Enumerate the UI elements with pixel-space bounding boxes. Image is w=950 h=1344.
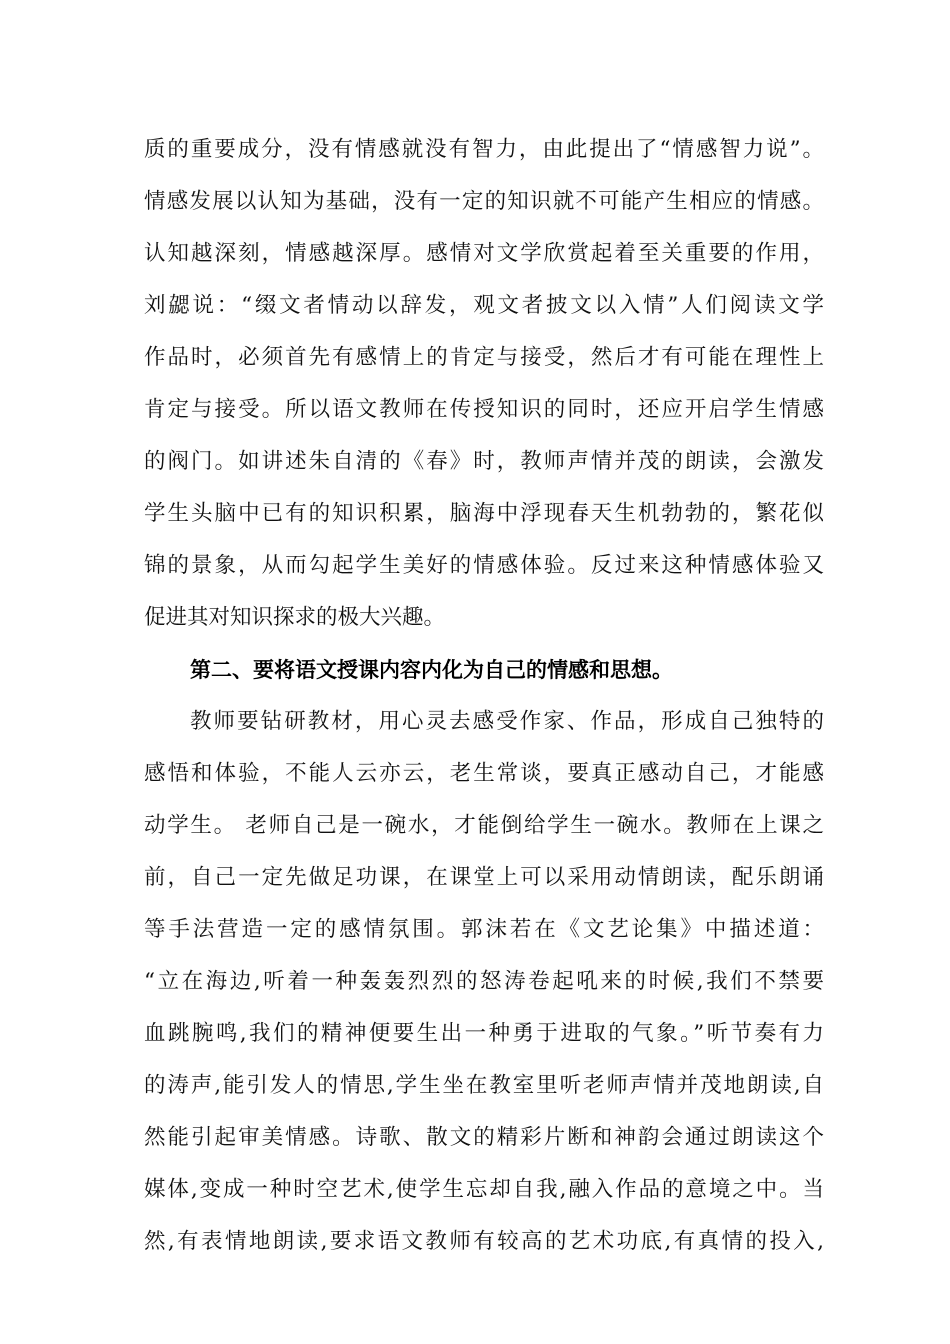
text-line: 等手法营造一定的感情氛围。郭沫若在《文艺论集》中描述道： — [144, 917, 824, 942]
section-heading: 第二、要将语文授课内容内化为自己的情感和思想。 — [190, 658, 673, 682]
text-line: 的阀门。如讲述朱自清的《春》时，教师声情并茂的朗读，会激发 — [144, 449, 824, 474]
text-line: 前，自己一定先做足功课，在课堂上可以采用动情朗读，配乐朗诵 — [144, 865, 824, 890]
text-line: 然,有表情地朗读,要求语文教师有较高的艺术功底,有真情的投入, — [144, 1229, 824, 1254]
text-line: 血跳腕鸣,我们的精神便要生出一种勇于进取的气象。”听节奏有力 — [144, 1021, 824, 1046]
text-line: 学生头脑中已有的知识积累，脑海中浮现春天生机勃勃的，繁花似 — [144, 501, 824, 526]
text-line: 肯定与接受。所以语文教师在传授知识的同时，还应开启学生情感 — [144, 397, 824, 422]
text-line: 教师要钻研教材，用心灵去感受作家、作品，形成自己独特的 — [190, 709, 824, 734]
text-line: 质的重要成分，没有情感就没有智力，由此提出了“情感智力说”。 — [144, 137, 824, 162]
text-line: 的涛声,能引发人的情思,学生坐在教室里听老师声情并茂地朗读,自 — [144, 1073, 824, 1098]
text-line: 锦的景象，从而勾起学生美好的情感体验。反过来这种情感体验又 — [144, 553, 824, 578]
text-line: 促进其对知识探求的极大兴趣。 — [144, 605, 446, 630]
text-line: 刘勰说：“缀文者情动以辞发，观文者披文以入情”人们阅读文学 — [144, 293, 824, 318]
text-line: 感悟和体验，不能人云亦云，老生常谈，要真正感动自己，才能感 — [144, 761, 824, 786]
text-line: 然能引起审美情感。诗歌、散文的精彩片断和神韵会通过朗读这个 — [144, 1125, 824, 1150]
text-line: “立在海边,听着一种轰轰烈烈的怒涛卷起吼来的时候,我们不禁要 — [144, 969, 824, 994]
text-line: 认知越深刻，情感越深厚。感情对文学欣赏起着至关重要的作用， — [144, 241, 824, 266]
text-line: 情感发展以认知为基础，没有一定的知识就不可能产生相应的情感。 — [144, 189, 824, 214]
text-line: 动学生。 老师自己是一碗水，才能倒给学生一碗水。教师在上课之 — [144, 813, 824, 838]
text-line: 媒体,变成一种时空艺术,使学生忘却自我,融入作品的意境之中。当 — [144, 1177, 824, 1202]
text-line: 作品时，必须首先有感情上的肯定与接受，然后才有可能在理性上 — [144, 345, 824, 370]
